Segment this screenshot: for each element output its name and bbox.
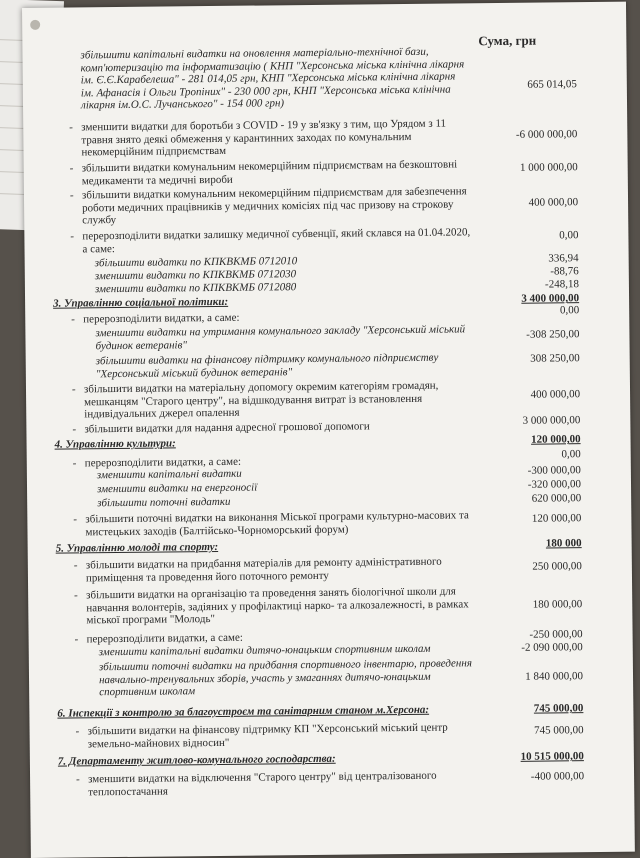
row-amount: -320 000,00 bbox=[527, 478, 582, 491]
row-amount: 0,00 bbox=[559, 304, 580, 317]
row-text: зменшити видатки по КПКВКМБ 0712030 bbox=[94, 268, 297, 283]
row-amount: 400 000,00 bbox=[528, 196, 579, 209]
row-1 bbox=[23, 116, 627, 162]
row-text: збільшити капітальні видатки на оновлення матеріально-технічної бази, комп'ютеризацію та інформатизацію ( КНП "Херсонська міська клінічна лікарня ім. Є.Є.Карабелеша" - 281 014,05 грн, КНП "Херсонська міська клінічна лікарня ім. Афанасія і Ольги Тропіних" - 230 000 грн, КНП "Херсонська міська клінічна лікарня ім.О.С. Лучанського" - 154 000 грн) bbox=[80, 45, 465, 112]
row-text: - збільшити видатки на матеріальну допомогу окремим категоріям громадян, мешканцям "Старого центру", на відшкодування витрат із встановлення індивідуальних джерел опалення bbox=[84, 379, 472, 421]
row-text: - збільшити видатки комунальним некомерційним підприємствам для забезпечення роботи медичних працівників у медичних комісіях під час призову на строкову службу bbox=[82, 185, 470, 227]
row-text: зменшити видатки на утримання комунального закладу "Херсонський міський будинок ветеранів" bbox=[95, 323, 466, 352]
row-amount: 620 000,00 bbox=[531, 492, 582, 505]
row-amount: -308 250,00 bbox=[526, 328, 580, 341]
row-text: - збільшити видатки для надання адресної грошової допомоги bbox=[84, 419, 472, 436]
row-amount: 120 000,00 bbox=[531, 512, 582, 525]
row-text: зменшити капітальні видатки bbox=[96, 467, 242, 482]
row-text: - перерозподілити видатки залишку медичної субвенції, який склався на 01.04.2020, а саме: bbox=[82, 226, 470, 255]
row-amount: 336,94 bbox=[548, 252, 579, 265]
row-amount: -300 000,00 bbox=[527, 464, 581, 477]
row-0 bbox=[22, 44, 627, 120]
row-text: - зменшити видатки для боротьби з COVID - 19 у зв'язку з тим, що Урядом з 11 травня знято деякі обмеження у карантинних заходах по комунальним некомерційним підприємствам bbox=[81, 117, 469, 159]
row-amount: -6 000 000,00 bbox=[515, 128, 578, 141]
row-amount: 0,00 bbox=[561, 448, 581, 461]
section-amount: 120 000,00 bbox=[530, 433, 581, 446]
row-text: збільшити поточні видатки bbox=[97, 495, 231, 510]
section-title: 4. Управлінню культури: bbox=[54, 437, 176, 451]
row-amount: 0,00 bbox=[559, 229, 579, 242]
row-text: - перерозподілити видатки, а саме: bbox=[83, 309, 471, 326]
row-amount: -250 000,00 bbox=[529, 628, 583, 641]
row-22 bbox=[28, 584, 632, 630]
row-text: - збільшити поточні видатки на виконання Міської програми культурно-масових та мистецьких заходів (Балтійсько-Чорноморський форум) bbox=[85, 509, 473, 538]
row-text: збільшити видатки по КПКВКМБ 0712010 bbox=[94, 255, 298, 270]
sum-column-header: Сума, грн bbox=[478, 32, 537, 49]
row-text: - збільшити видатки на придбання матеріалів для ремонту адміністративного приміщення та проведення його поточного ремонту bbox=[86, 555, 474, 584]
section-title: 6. Інспекції з контролю за благоустроєм та санітарним станом м.Херсона: bbox=[57, 703, 430, 720]
row-amount: -88,76 bbox=[550, 265, 579, 278]
row-amount: 665 014,05 bbox=[527, 78, 577, 91]
section-amount: 3 400 000,00 bbox=[521, 292, 580, 305]
section-heading-7 bbox=[30, 750, 634, 770]
row-text: зменшити видатки на енергоносії bbox=[96, 481, 258, 496]
row-text: зменшити видатки по КПКВКМБ 0712080 bbox=[94, 281, 297, 296]
section-amount: 745 000,00 bbox=[533, 702, 584, 715]
row-text: - збільшити видатки на організацію та проведення занять біологічної школи для навчання волонтерів, задіяних у профілактиці нарко- та алкозалежності, в рамках міської програми "Молодь" bbox=[86, 585, 474, 627]
row-text: зменшити капітальні видатки дитячо-юнацьким спортивним школам bbox=[98, 642, 431, 659]
row-amount: 180 000,00 bbox=[532, 598, 583, 611]
section-amount: 10 515 000,00 bbox=[520, 750, 584, 763]
row-amount: -248,18 bbox=[544, 278, 579, 291]
row-19 bbox=[27, 508, 631, 540]
row-11 bbox=[26, 350, 630, 382]
row-text: збільшити видатки на фінансову підтримку комунального підприємству "Херсонський міський будинок ветеранів" bbox=[95, 351, 439, 380]
row-amount: 400 000,00 bbox=[530, 388, 581, 401]
row-amount: 3 000 000,00 bbox=[522, 414, 581, 427]
row-amount: -400 000,00 bbox=[530, 770, 585, 783]
row-amount: 745 000,00 bbox=[534, 724, 584, 737]
row-amount: -2 090 000,00 bbox=[521, 641, 583, 654]
row-text: - перерозподілити видатки, а саме: bbox=[85, 453, 473, 470]
row-text: - зменшити видатки на відключення "Старого центру" від централізованого теплопостачання bbox=[88, 769, 476, 798]
section-title: 7. Департаменту житлово-комунального господарства: bbox=[57, 752, 336, 768]
row-25 bbox=[29, 656, 633, 702]
row-21 bbox=[28, 554, 632, 586]
section-title: 3. Управлінню соціальної політики: bbox=[53, 295, 229, 310]
row-text: - збільшити видатки на фінансову підтримку КП "Херсонський міський центр земельно-майнових відносин" bbox=[88, 721, 476, 750]
row-text: - перерозподілити видатки, а саме: bbox=[87, 629, 475, 646]
row-27 bbox=[30, 720, 634, 752]
staple-hole-icon bbox=[30, 20, 40, 30]
row-amount: 308 250,00 bbox=[530, 352, 580, 365]
row-amount: 1 840 000,00 bbox=[525, 670, 584, 683]
row-amount: 1 000 000,00 bbox=[519, 161, 578, 174]
row-3 bbox=[24, 184, 628, 230]
section-heading-6 bbox=[29, 702, 633, 722]
row-10 bbox=[25, 322, 629, 354]
section-title: 5. Управлінню молоді та спорту: bbox=[55, 540, 219, 555]
row-29 bbox=[30, 768, 634, 800]
document-page bbox=[22, 2, 635, 858]
row-text: збільшити поточні видатки на придбання спортивного інвентарю, проведення навчально-тренувальних зборів, участь у змаганнях дитячо-юнацьким спортивним школам bbox=[98, 657, 472, 699]
row-amount: 250 000,00 bbox=[532, 560, 582, 573]
section-amount: 180 000 bbox=[545, 537, 582, 550]
row-text: - збільшити видатки комунальним некомерційним підприємствам на безкоштовні медикаменти та медичні вироби bbox=[82, 158, 470, 187]
